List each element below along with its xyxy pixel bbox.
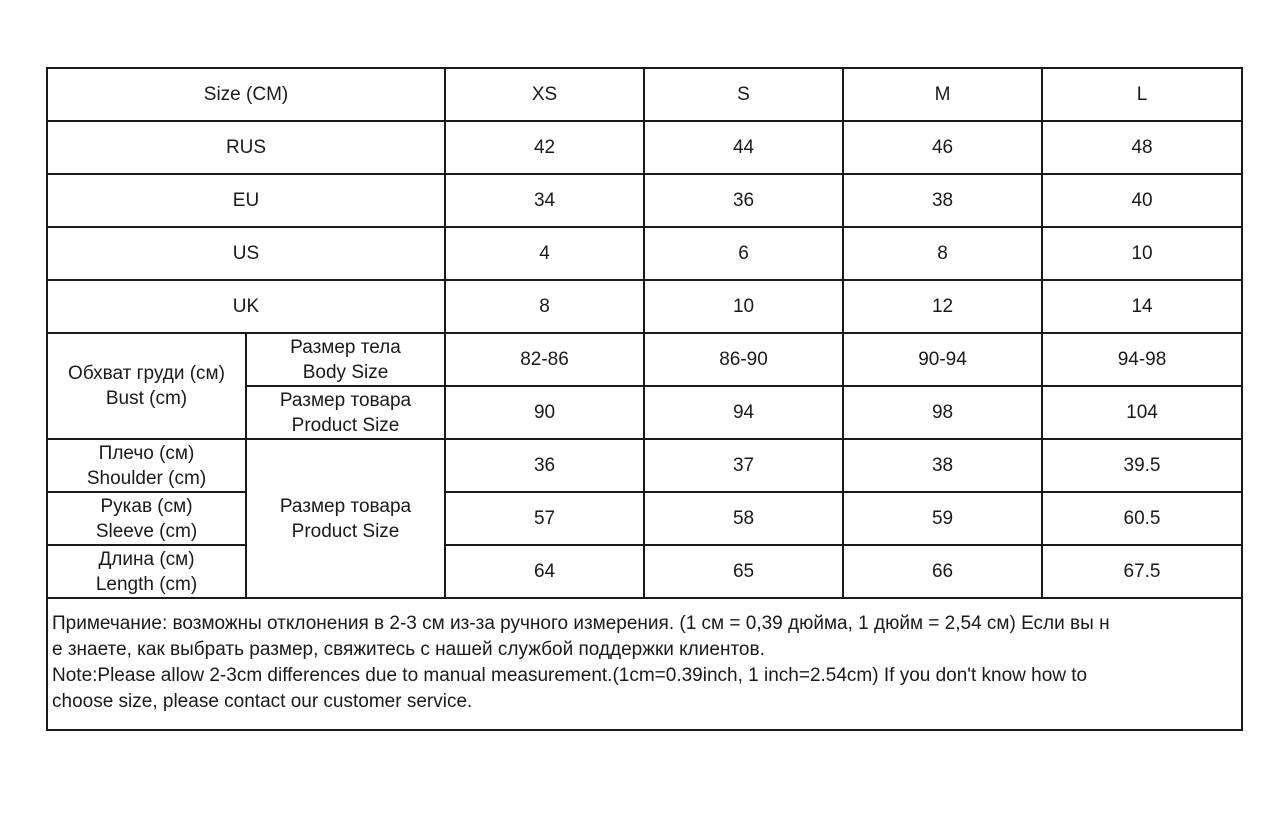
row-label-eu: EU [47, 174, 445, 227]
note-en-line-2: choose size, please contact our customer service. [52, 691, 473, 712]
table-cell: 10 [644, 280, 843, 333]
table-cell: 67.5 [1042, 545, 1242, 598]
table-cell: 90 [445, 386, 644, 439]
table-cell: 60.5 [1042, 492, 1242, 545]
row-label-rus: RUS [47, 121, 445, 174]
table-cell: 59 [843, 492, 1042, 545]
table-cell: 38 [843, 439, 1042, 492]
table-cell: 64 [445, 545, 644, 598]
table-cell: 4 [445, 227, 644, 280]
table-cell: 8 [445, 280, 644, 333]
table-cell: 82-86 [445, 333, 644, 386]
table-cell: 58 [644, 492, 843, 545]
table-cell: 40 [1042, 174, 1242, 227]
table-cell: 98 [843, 386, 1042, 439]
sleeve-label [47, 492, 246, 545]
table-row-sleeve [47, 492, 1242, 545]
table-cell: 86-90 [644, 333, 843, 386]
table-cell: 39.5 [1042, 439, 1242, 492]
table-cell: 94-98 [1042, 333, 1242, 386]
body-size-label-en: Body Size [302, 361, 389, 383]
note-ru-line-2: е знаете, как выбрать размер, свяжитесь с нашей службой поддержки клиентов. [52, 639, 765, 660]
table-cell: 12 [843, 280, 1042, 333]
body-size-label-ru: Размер тела [290, 336, 401, 358]
table-row-bust-body [47, 333, 1242, 386]
table-cell: 36 [644, 174, 843, 227]
bust-label [47, 333, 246, 439]
table-row-shoulder [47, 439, 1242, 492]
table-cell: 104 [1042, 386, 1242, 439]
table-cell: 14 [1042, 280, 1242, 333]
table-cell: 46 [843, 121, 1042, 174]
size-header-m: M [843, 68, 1042, 121]
length-label-ru: Длина (см) [98, 548, 195, 570]
note-cell [47, 598, 1242, 730]
product-size-group-label-en: Product Size [291, 520, 400, 542]
table-cell: 37 [644, 439, 843, 492]
shoulder-label-en: Shoulder (cm) [86, 467, 207, 489]
table-cell: 36 [445, 439, 644, 492]
body-size-label [246, 333, 445, 386]
table-row-rus [47, 121, 1242, 174]
table-cell: 42 [445, 121, 644, 174]
row-label-uk: UK [47, 280, 445, 333]
bust-label-en: Bust (cm) [105, 388, 188, 409]
size-header-label: Size (CM) [47, 68, 445, 121]
bust-product-size-label [246, 386, 445, 439]
table-cell: 65 [644, 545, 843, 598]
table-cell: 94 [644, 386, 843, 439]
table-cell: 6 [644, 227, 843, 280]
bust-product-size-label-en: Product Size [291, 414, 400, 436]
table-cell: 10 [1042, 227, 1242, 280]
note-en-line-1: Note:Please allow 2-3cm differences due to manual measurement.(1cm=0.39inch, 1 inch=2.54cm) If you don't know how to [52, 665, 1088, 686]
bust-label-ru: Обхват груди (см) [68, 363, 225, 384]
table-cell: 66 [843, 545, 1042, 598]
size-chart-table [46, 67, 1243, 731]
table-cell: 44 [644, 121, 843, 174]
bust-product-size-label-ru: Размер товара [279, 389, 412, 411]
table-cell: 90-94 [843, 333, 1042, 386]
row-label-us: US [47, 227, 445, 280]
size-header-xs: XS [445, 68, 644, 121]
table-cell: 48 [1042, 121, 1242, 174]
table-cell: 34 [445, 174, 644, 227]
table-cell: 38 [843, 174, 1042, 227]
length-label-en: Length (cm) [95, 573, 198, 595]
header-row [47, 68, 1242, 121]
shoulder-label-ru: Плечо (см) [98, 442, 195, 464]
table-row-us [47, 227, 1242, 280]
sleeve-label-ru: Рукав (см) [100, 495, 193, 517]
length-label [47, 545, 246, 598]
note-row [47, 598, 1242, 730]
table-row-eu [47, 174, 1242, 227]
table-cell: 8 [843, 227, 1042, 280]
table-row-length [47, 545, 1242, 598]
shoulder-label [47, 439, 246, 492]
table-cell: 57 [445, 492, 644, 545]
product-size-group-label-ru: Размер товара [279, 495, 412, 517]
size-header-l: L [1042, 68, 1242, 121]
size-header-s: S [644, 68, 843, 121]
note-ru-line-1: Примечание: возможны отклонения в 2-3 см из-за ручного измерения. (1 см = 0,39 дюйма, 1 дюйм = 2,54 см) Если вы н [52, 613, 1110, 634]
sleeve-label-en: Sleeve (cm) [95, 520, 198, 542]
table-row-uk [47, 280, 1242, 333]
product-size-group-label [246, 439, 445, 598]
